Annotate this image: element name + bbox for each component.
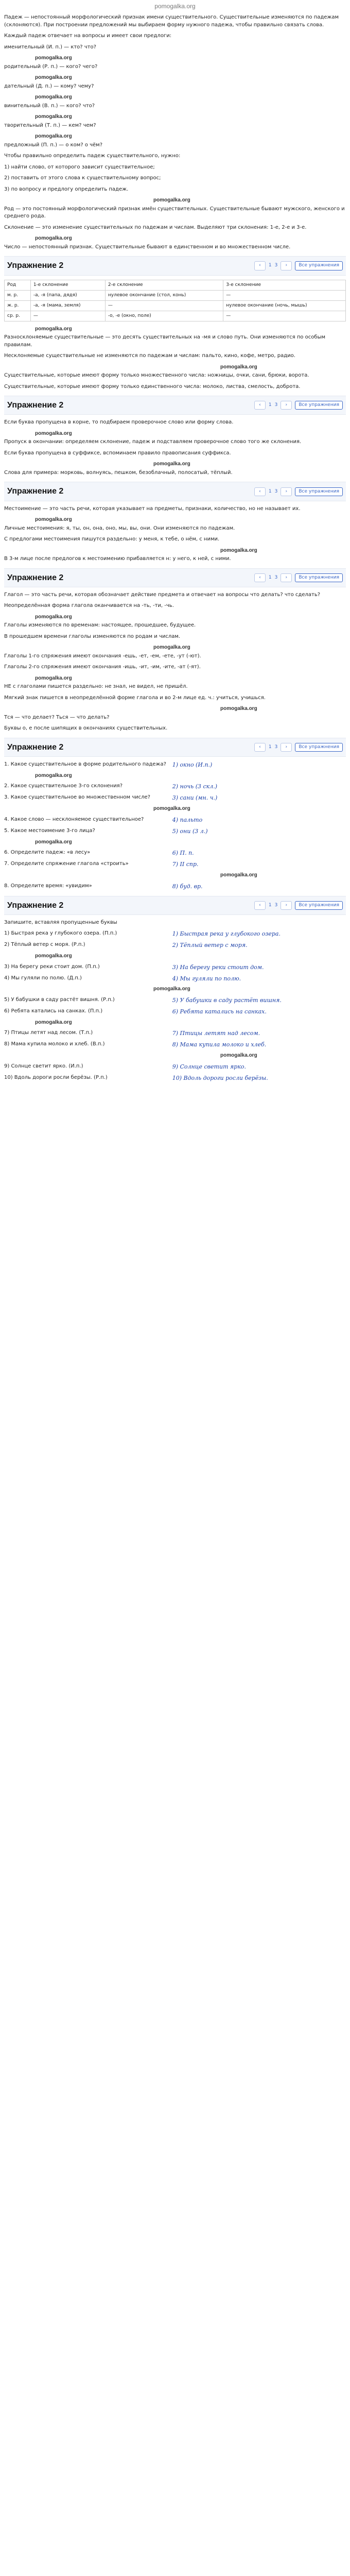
step-item: 3) по вопросу и предлогу определить падеж. (4, 186, 129, 192)
answer-line: 1) Быстрая река у глубокого озера. (172, 930, 281, 938)
next-exercise-button[interactable]: › (281, 401, 292, 410)
declension-table (4, 280, 346, 321)
prev-exercise-number[interactable]: 1 (268, 574, 272, 580)
watermark: pomogalka.org (35, 430, 72, 436)
all-exercises-button[interactable]: Все упражнения (295, 261, 343, 270)
all-exercises-button[interactable]: Все упражнения (295, 573, 343, 582)
case-item: творительный (Т. п.) — кем? чем? (4, 122, 96, 128)
prev-exercise-number[interactable]: 1 (268, 902, 272, 908)
watermark: pomogalka.org (153, 645, 190, 651)
text-paragraph: Разносклоняемые существительные — это десять существительных на -мя и слово путь. Они изменяются по особым правилам. (4, 334, 326, 348)
table-cell: -а, -я (мама, земля) (30, 300, 105, 311)
answer-line: 8) Мама купила молоко и хлеб. (172, 1041, 267, 1048)
next-exercise-button[interactable]: › (281, 901, 292, 910)
dictation-row (4, 1041, 346, 1049)
prev-exercise-button[interactable]: ‹ (254, 743, 266, 752)
watermark: pomogalka.org (153, 461, 190, 467)
exercise-nav (254, 743, 343, 752)
dictation-row (4, 1029, 346, 1038)
table-cell: ж. р. (5, 300, 31, 311)
dictation-line: 9) Солнце светит ярко. (И.п.) (4, 1063, 83, 1069)
all-exercises-button[interactable]: Все упражнения (295, 487, 343, 496)
exercise-header (4, 738, 346, 757)
text-paragraph: Местоимение — это часть речи, которая указывает на предметы, признаки, количество, но не называет их. (4, 505, 301, 512)
dictation-line: 2) Тёплый ветер с моря. (Р.п.) (4, 942, 85, 948)
text-paragraph: В 3-м лице после предлогов к местоимению прибавляется н: у него, к ней, с ними. (4, 556, 231, 562)
table-row (5, 300, 346, 311)
all-exercises-button[interactable]: Все упражнения (295, 743, 343, 752)
question-row (4, 794, 346, 802)
watermark: pomogalka.org (220, 364, 257, 370)
question-row (4, 827, 346, 836)
exercise-header (4, 568, 346, 587)
watermark: pomogalka.org (35, 675, 72, 681)
text-paragraph: НЕ с глаголами пишется раздельно: не знал, не видел, не пришёл. (4, 684, 188, 690)
case-item: родительный (Р. п.) — кого? чего? (4, 63, 98, 70)
table-cell: м. р. (5, 290, 31, 300)
dictation-line: 1) Быстрая река у глубокого озера. (П.п.) (4, 930, 117, 937)
table-cell: — (30, 311, 105, 321)
next-exercise-number[interactable]: 3 (274, 402, 278, 408)
watermark: pomogalka.org (153, 197, 190, 204)
question-row (4, 849, 346, 857)
watermark: pomogalka.org (35, 1019, 72, 1025)
prev-exercise-button[interactable]: ‹ (254, 573, 266, 582)
next-exercise-number[interactable]: 3 (274, 263, 278, 268)
question-answer: 3) сани (мн. ч.) (172, 794, 218, 802)
dictation-list (4, 930, 346, 1082)
answer-line: 2) Тёплый ветер с моря. (172, 942, 248, 949)
cases-list (4, 44, 346, 149)
watermark: pomogalka.org (35, 839, 72, 845)
questions-list (4, 761, 346, 891)
watermark: pomogalka.org (220, 872, 257, 878)
next-exercise-button[interactable]: › (281, 487, 292, 496)
next-exercise-number[interactable]: 3 (274, 744, 278, 750)
question-answer: 5) они (3 л.) (172, 827, 208, 835)
text-paragraph: Слова для примера: морковь, волнуясь, пешком, безоблачный, полосатый, тёплый. (4, 469, 233, 476)
exercise-nav (254, 487, 343, 496)
prev-exercise-button[interactable]: ‹ (254, 261, 266, 270)
text-paragraph: Неопределённая форма глагола оканчивается на -ть, -ти, -чь. (4, 603, 174, 609)
question-row (4, 860, 346, 869)
watermark: pomogalka.org (35, 235, 72, 242)
dictation-row (4, 1074, 346, 1082)
all-exercises-button[interactable]: Все упражнения (295, 401, 343, 410)
prev-exercise-number[interactable]: 1 (268, 263, 272, 268)
text-paragraph: Существительные, которые имеют форму только множественного числа: ножницы, очки, сани, брюки, ворота. (4, 372, 309, 379)
exercise-title: Упражнение 2 (7, 487, 64, 496)
text-paragraph: Пропуск в окончании: определяем склонение, падеж и подставляем проверочное слово того же склонения. (4, 439, 302, 445)
dictation-row (4, 941, 346, 950)
watermark: pomogalka.org (35, 326, 72, 332)
text-paragraph: Несклоняемые существительные не изменяются по падежам и числам: пальто, кино, кофе, метро, радио. (4, 353, 295, 359)
dictation-line: 6) Ребята катались на санках. (П.п.) (4, 1008, 103, 1014)
table-cell: -о, -е (окно, поле) (105, 311, 223, 321)
next-exercise-button[interactable]: › (281, 261, 292, 270)
exercise-nav (254, 573, 343, 582)
question-text: 5. Какое местоимение 3-го лица? (4, 827, 95, 834)
exercise-nav (254, 901, 343, 910)
page (0, 0, 350, 1082)
watermark: pomogalka.org (35, 75, 72, 81)
answer-line: 9) Солнце светит ярко. (172, 1063, 247, 1070)
answer-line: 4) Мы гуляли по полю. (172, 975, 241, 982)
exercise-header (4, 396, 346, 415)
answer-line: 6) Ребята катались на санках. (172, 1008, 267, 1015)
exercise-title: Упражнение 2 (7, 742, 64, 752)
watermark: pomogalka.org (220, 1053, 257, 1059)
table-row (5, 311, 346, 321)
watermark: pomogalka.org (35, 772, 72, 778)
question-answer: 1) окно (И.п.) (172, 761, 213, 769)
exercise-title: Упражнение 2 (7, 901, 64, 910)
prev-exercise-number[interactable]: 1 (268, 402, 272, 408)
text-paragraph: С предлогами местоимения пишутся раздельно: у меня, к тебе, о нём, с ними. (4, 536, 220, 543)
question-text: 6. Определите падеж: «в лесу» (4, 850, 91, 856)
declension-paragraph: Склонение — это изменение существительных по падежам и числам. Выделяют три склонения: 1-е, 2-е и 3-е. (4, 224, 307, 230)
question-answer: 8) буд. вр. (172, 883, 203, 890)
dictation-line: 7) Птицы летят над лесом. (Т.п.) (4, 1030, 93, 1036)
next-exercise-number[interactable]: 3 (274, 574, 278, 580)
intro-paragraph: Падеж — непостоянный морфологический признак имени существительного. Существительные изменяются по падежам (склоняются). При построении предложений мы выбираем форму нужного падежа, чтобы правильно связать слова. (4, 14, 339, 28)
step-item: 1) найти слово, от которого зависит существительное; (4, 164, 155, 170)
number-paragraph: Число — непостоянный признак. Существительные бывают в единственном и во множественном числе. (4, 244, 291, 250)
prev-exercise-button[interactable]: ‹ (254, 901, 266, 910)
exercise-header (4, 482, 346, 501)
step-item: 2) поставить от этого слова к существительному вопрос; (4, 175, 161, 181)
dictation-line: 4) Мы гуляли по полю. (Д.п.) (4, 975, 82, 981)
table-cell: нулевое окончание (стол, конь) (105, 290, 223, 300)
text-paragraph: Если буква пропущена в корне, то подбираем проверочное слово или форму слова. (4, 419, 234, 426)
watermark: pomogalka.org (35, 94, 72, 100)
table-cell: 3-е склонение (223, 280, 346, 290)
table-cell: -а, -я (папа, дядя) (30, 290, 105, 300)
prev-exercise-button[interactable]: ‹ (254, 401, 266, 410)
question-text: 1. Какое существительное в форме родительного падежа? (4, 761, 166, 768)
table-cell: Род (5, 280, 31, 290)
question-text: 7. Определите спряжение глагола «строить» (4, 861, 129, 867)
site-header[interactable]: pomogalka.org (154, 3, 196, 10)
question-row (4, 783, 346, 791)
exercise-title: Упражнение 2 (7, 401, 64, 410)
text-paragraph: Личные местоимения: я, ты, он, она, оно, мы, вы, они. Они изменяются по падежам. (4, 525, 235, 531)
case-item: дательный (Д. п.) — кому? чему? (4, 83, 94, 89)
watermark: pomogalka.org (35, 114, 72, 120)
table-cell: — (223, 311, 346, 321)
question-text: 2. Какое существительное 3-го склонения? (4, 783, 123, 789)
watermark: pomogalka.org (220, 706, 257, 712)
question-text: 4. Какое слово — несклоняемое существительное? (4, 816, 144, 822)
dictation-line: 8) Мама купила молоко и хлеб. (В.п.) (4, 1041, 105, 1047)
dictation-row (4, 930, 346, 938)
watermark: pomogalka.org (35, 614, 72, 620)
next-exercise-number[interactable]: 3 (274, 902, 278, 908)
exercise-nav (254, 261, 343, 270)
dictation-line: 3) На берегу реки стоит дом. (П.п.) (4, 963, 100, 970)
dictation-row (4, 1063, 346, 1071)
table-cell: ср. р. (5, 311, 31, 321)
watermark: pomogalka.org (220, 547, 257, 553)
next-exercise-number[interactable]: 3 (274, 488, 278, 494)
watermark: pomogalka.org (153, 806, 190, 812)
text-paragraph: Глаголы изменяются по временам: настоящее, прошедшее, будущее. (4, 622, 196, 629)
table-row (5, 290, 346, 300)
next-exercise-button[interactable]: › (281, 573, 292, 582)
exercise-header (4, 896, 346, 915)
answer-line: 7) Птицы летят над лесом. (172, 1030, 260, 1037)
prev-exercise-button[interactable]: ‹ (254, 487, 266, 496)
gender-paragraph: Род — это постоянный морфологический признак имён существительных. Существительные бывают мужского, женского и среднего рода. (4, 206, 345, 219)
exercise-title: Упражнение 2 (7, 573, 64, 582)
case-item: предложный (П. п.) — о ком? о чём? (4, 142, 103, 148)
case-rule: Чтобы правильно определить падеж существительного, нужно: (4, 153, 181, 159)
answer-line: 3) На берегу реки стоит дом. (172, 963, 264, 971)
table-cell: 1-е склонение (30, 280, 105, 290)
table-cell: 2-е склонение (105, 280, 223, 290)
watermark: pomogalka.org (35, 55, 72, 61)
text-paragraph: Тся — что делает? Ться — что делать? (4, 714, 110, 720)
exercise-header (4, 256, 346, 275)
question-answer: 6) П. п. (172, 850, 194, 857)
exercise-title: Упражнение 2 (7, 261, 64, 270)
question-row (4, 761, 346, 769)
prev-exercise-number[interactable]: 1 (268, 744, 272, 750)
text-paragraph: Глаголы 1-го спряжения имеют окончания -ешь, -ет, -ем, -ете, -ут (-ют). (4, 653, 201, 659)
table-cell: нулевое окончание (ночь, мышь) (223, 300, 346, 311)
text-paragraph: В прошедшем времени глаголы изменяются по родам и числам. (4, 633, 181, 639)
text-paragraph: Существительные, которые имеют форму только единственного числа: молоко, листва, смелость, доброта. (4, 383, 301, 389)
question-row (4, 816, 346, 824)
dictation-row (4, 963, 346, 972)
text-paragraph: Мягкий знак пишется в неопределённой форме глагола и во 2-м лице ед. ч.: учиться, учишься. (4, 694, 266, 701)
table-cell: — (223, 290, 346, 300)
cases-heading: Каждый падеж отвечает на вопросы и имеет свои предлоги: (4, 33, 172, 39)
watermark: pomogalka.org (35, 133, 72, 140)
question-answer: 4) пальто (172, 816, 203, 823)
dictation-row (4, 1008, 346, 1016)
watermark: pomogalka.org (35, 953, 72, 959)
watermark: pomogalka.org (35, 517, 72, 523)
text-paragraph: Глагол — это часть речи, которая обозначает действие предмета и отвечает на вопросы что делать? что сделать? (4, 591, 321, 598)
dictation-line: 5) У бабушки в саду растёт вишня. (Р.п.) (4, 996, 115, 1003)
dictation-row (4, 996, 346, 1005)
all-exercises-button[interactable]: Все упражнения (295, 901, 343, 910)
question-answer: 2) ночь (3 скл.) (172, 783, 218, 790)
case-item: винительный (В. п.) — кого? что? (4, 103, 95, 109)
table-row (5, 280, 346, 290)
dictation-header: Запишите, вставляя пропущенные буквы (4, 919, 117, 925)
prev-exercise-number[interactable]: 1 (268, 488, 272, 494)
text-paragraph: Если буква пропущена в суффиксе, вспоминаем правило правописания суффикса. (4, 450, 231, 456)
question-text: 8. Определите время: «увидим» (4, 883, 92, 889)
watermark: pomogalka.org (153, 986, 190, 992)
text-paragraph: Глаголы 2-го спряжения имеют окончания -ишь, -ит, -им, -ите, -ат (-ят). (4, 664, 201, 670)
dictation-line: 10) Вдоль дороги росли берёзы. (Р.п.) (4, 1074, 108, 1080)
text-paragraph: Буквы о, е после шипящих в окончаниях существительных. (4, 725, 168, 732)
question-text: 3. Какое существительное во множественном числе? (4, 794, 150, 801)
exercise-nav (254, 401, 343, 410)
case-item: именительный (И. п.) — кто? что? (4, 44, 96, 50)
table-cell: — (105, 300, 223, 311)
answer-line: 5) У бабушки в саду растёт вишня. (172, 996, 282, 1004)
next-exercise-button[interactable]: › (281, 743, 292, 752)
question-row (4, 883, 346, 891)
answer-line: 10) Вдоль дороги росли берёзы. (172, 1074, 268, 1081)
question-answer: 7) II спр. (172, 861, 199, 868)
dictation-row (4, 975, 346, 983)
